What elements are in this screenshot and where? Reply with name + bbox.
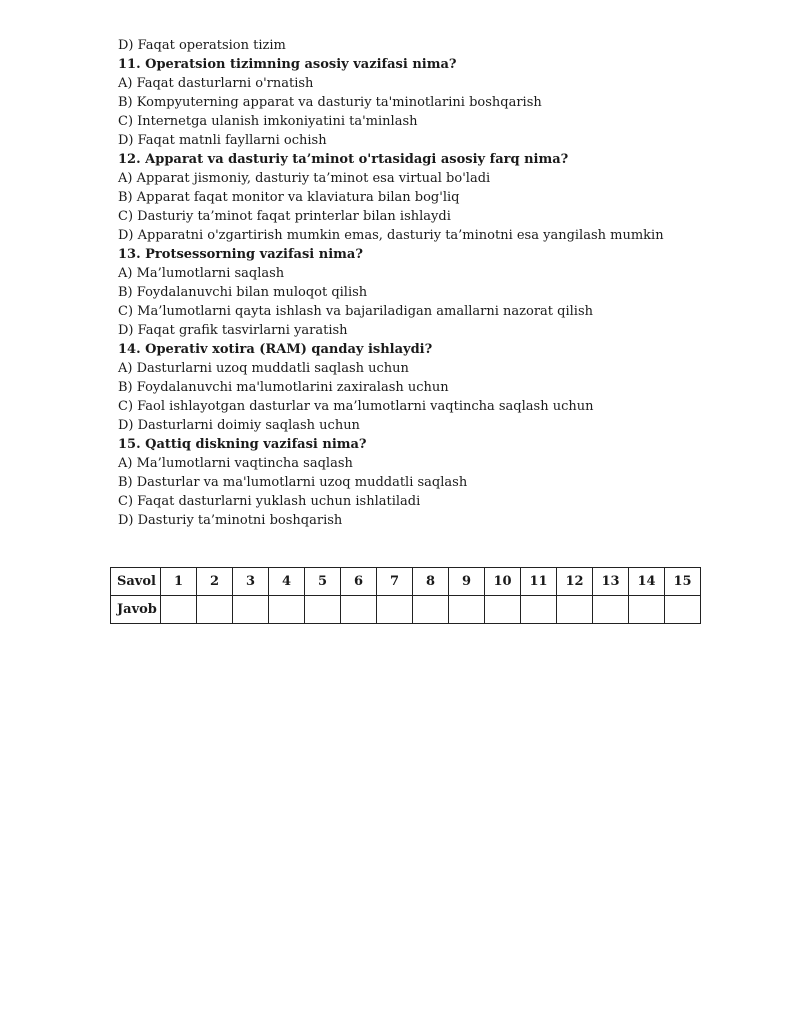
question-label-cell: Savol <box>111 568 161 596</box>
option-c-q11: C) Internetga ulanish imkoniyatini ta'minlash <box>118 114 418 129</box>
question-number-15: 15 <box>665 568 701 596</box>
answer-cell-12 <box>557 596 593 624</box>
answer-cell-5 <box>305 596 341 624</box>
answer-cell-7 <box>377 596 413 624</box>
question-number-10: 10 <box>485 568 521 596</box>
question-number-14: 14 <box>629 568 665 596</box>
answer-table <box>110 567 701 624</box>
option-d-q13: D) Faqat grafik tasvirlarni yaratish <box>118 323 348 338</box>
option-c-q12: C) Dasturiy ta’minot faqat printerlar bilan ishlaydi <box>118 209 451 224</box>
question-12: 12. Apparat va dasturiy ta’minot o'rtasidagi asosiy farq nima? <box>118 152 569 167</box>
question-number-11: 11 <box>521 568 557 596</box>
answer-label-cell: Javob <box>111 596 161 624</box>
option-d-q15: D) Dasturiy ta’minotni boshqarish <box>118 513 343 528</box>
question-number-12: 12 <box>557 568 593 596</box>
question-number-6: 6 <box>341 568 377 596</box>
question-14: 14. Operativ xotira (RAM) qanday ishlaydi? <box>118 342 433 357</box>
answer-cell-13 <box>593 596 629 624</box>
option-b-q15: B) Dasturlar va ma'lumotlarni uzoq muddatli saqlash <box>118 475 468 490</box>
option-d-q11: D) Faqat matnli fayllarni ochish <box>118 133 327 148</box>
option-b-q13: B) Foydalanuvchi bilan muloqot qilish <box>118 285 368 300</box>
question-number-1: 1 <box>161 568 197 596</box>
answer-cell-9 <box>449 596 485 624</box>
answer-cell-4 <box>269 596 305 624</box>
question-number-13: 13 <box>593 568 629 596</box>
option-d-q14: D) Dasturlarni doimiy saqlash uchun <box>118 418 360 433</box>
option-c-q14: C) Faol ishlayotgan dasturlar va ma’lumotlarni vaqtincha saqlash uchun <box>118 399 594 414</box>
answer-cell-15 <box>665 596 701 624</box>
option-a-q15: A) Ma’lumotlarni vaqtincha saqlash <box>118 456 353 471</box>
question-13: 13. Protsessorning vazifasi nima? <box>118 247 363 262</box>
question-number-4: 4 <box>269 568 305 596</box>
option-a-q11: A) Faqat dasturlarni o'rnatish <box>118 76 314 91</box>
option-b-q11: B) Kompyuterning apparat va dasturiy ta'minotlarini boshqarish <box>118 95 542 110</box>
question-number-5: 5 <box>305 568 341 596</box>
question-number-8: 8 <box>413 568 449 596</box>
question-15: 15. Qattiq diskning vazifasi nima? <box>118 437 367 452</box>
answer-table-answer-row <box>111 596 701 624</box>
option-a-q12: A) Apparat jismoniy, dasturiy ta’minot esa virtual bo'ladi <box>118 171 491 186</box>
option-b-q14: B) Foydalanuvchi ma'lumotlarini zaxiralash uchun <box>118 380 449 395</box>
option-d-q10: D) Faqat operatsion tizim <box>118 38 286 53</box>
answer-cell-2 <box>197 596 233 624</box>
answer-cell-1 <box>161 596 197 624</box>
question-number-3: 3 <box>233 568 269 596</box>
option-b-q12: B) Apparat faqat monitor va klaviatura bilan bog'liq <box>118 190 460 205</box>
answer-cell-10 <box>485 596 521 624</box>
answer-cell-11 <box>521 596 557 624</box>
answer-cell-6 <box>341 596 377 624</box>
question-11: 11. Operatsion tizimning asosiy vazifasi nima? <box>118 57 457 72</box>
question-number-2: 2 <box>197 568 233 596</box>
answer-table-number-row <box>111 568 701 596</box>
answer-cell-3 <box>233 596 269 624</box>
option-c-q15: C) Faqat dasturlarni yuklash uchun ishlatiladi <box>118 494 421 509</box>
option-a-q13: A) Ma’lumotlarni saqlash <box>118 266 285 281</box>
option-d-q12: D) Apparatni o'zgartirish mumkin emas, dasturiy ta’minotni esa yangilash mumkin <box>118 228 664 243</box>
question-number-7: 7 <box>377 568 413 596</box>
option-c-q13: C) Ma’lumotlarni qayta ishlash va bajariladigan amallarni nazorat qilish <box>118 304 593 319</box>
answer-cell-14 <box>629 596 665 624</box>
question-number-9: 9 <box>449 568 485 596</box>
quiz-content <box>118 36 718 530</box>
option-a-q14: A) Dasturlarni uzoq muddatli saqlash uchun <box>118 361 409 376</box>
answer-cell-8 <box>413 596 449 624</box>
